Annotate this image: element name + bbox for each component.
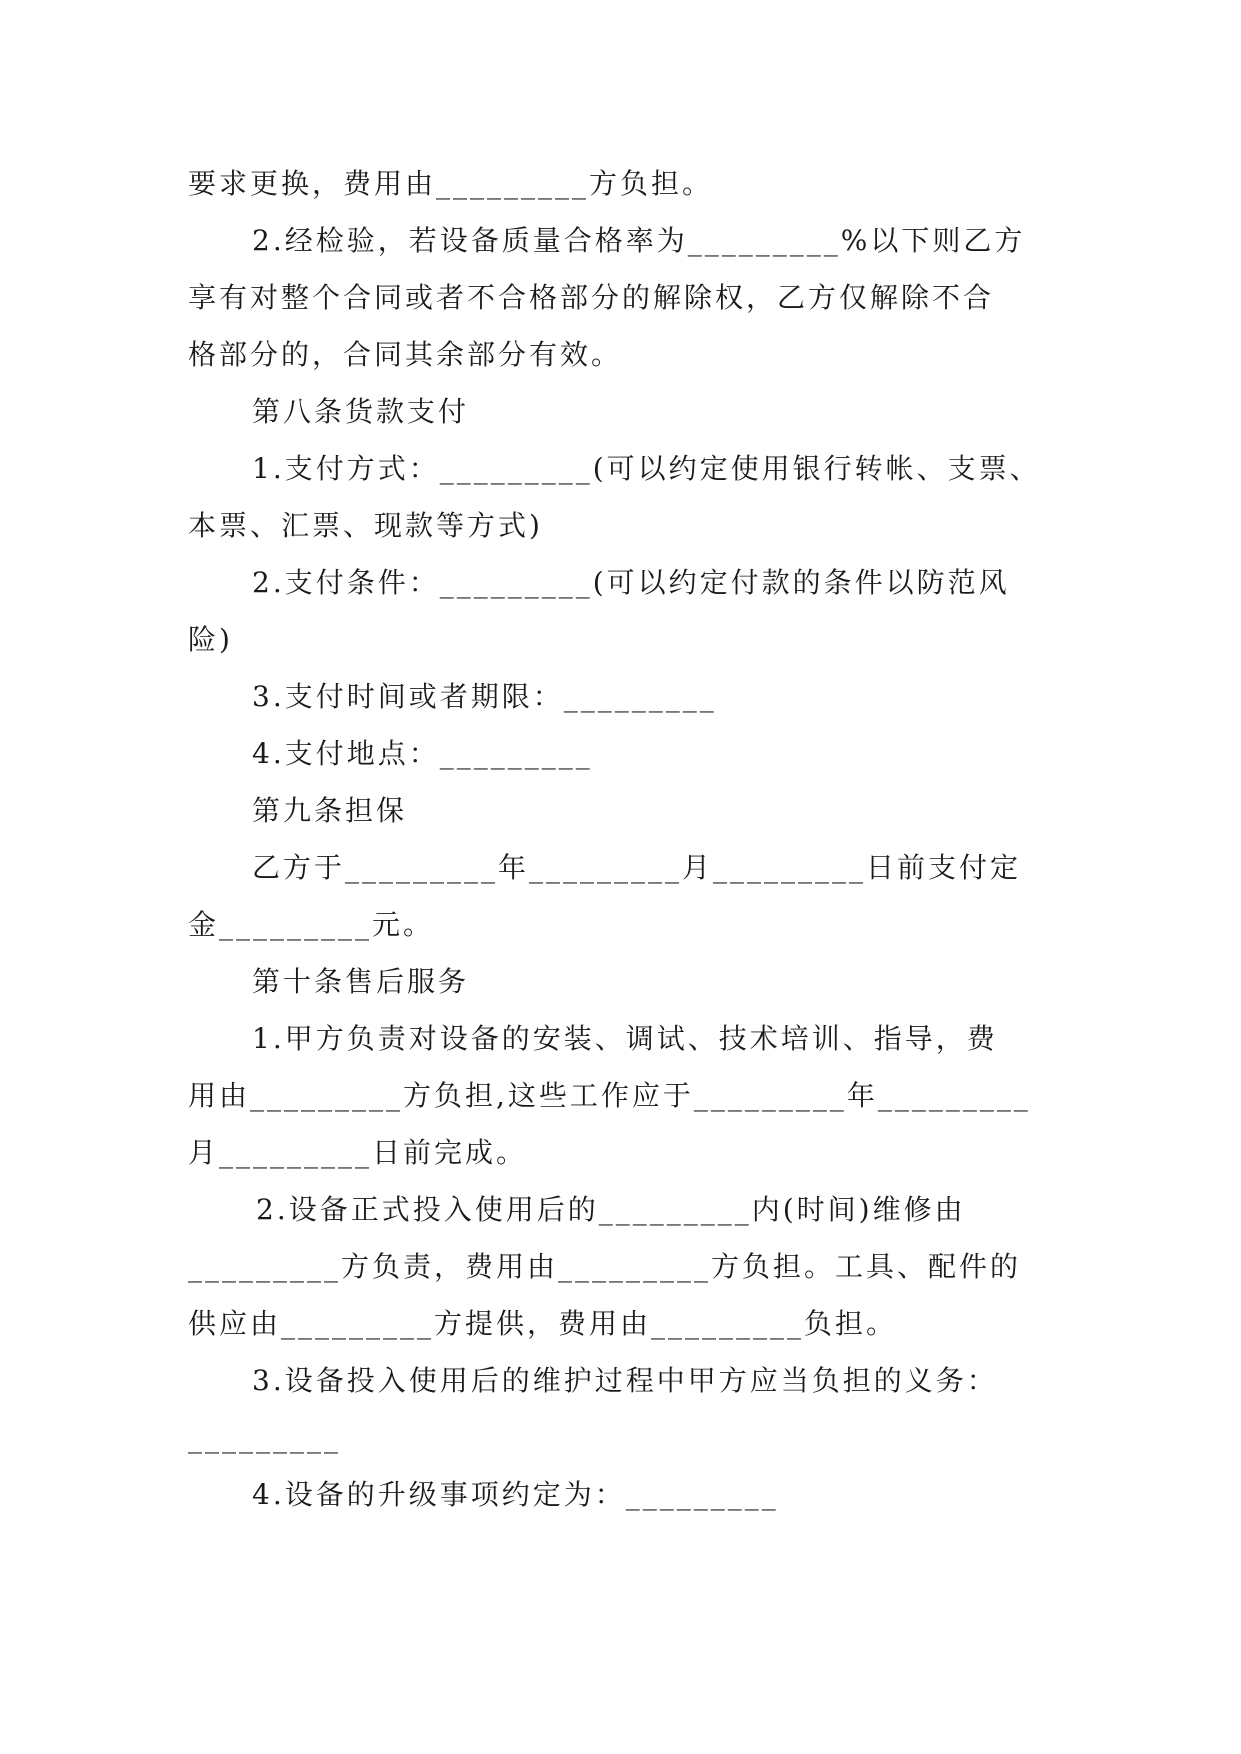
paragraph-line: 供应由_________方提供，费用由_________负担。 — [188, 1307, 898, 1340]
section-heading: 第十条售后服务 — [252, 965, 470, 998]
paragraph-line: 3.支付时间或者期限：_________ — [252, 680, 717, 713]
paragraph-line: 乙方于_________年_________月_________日前支付定 — [252, 851, 1022, 884]
paragraph-line: 要求更换，费用由_________方负担。 — [188, 167, 714, 200]
section-heading: 第八条货款支付 — [252, 395, 470, 428]
paragraph-line: 3.设备投入使用后的维护过程中甲方应当负担的义务： — [252, 1364, 998, 1397]
paragraph-line: 2.支付条件：_________(可以约定付款的条件以防范风 — [252, 566, 1010, 599]
paragraph-line: 4.支付地点：_________ — [252, 737, 593, 770]
paragraph-line: 4.设备的升级事项约定为：_________ — [252, 1478, 779, 1511]
paragraph-line: 1.支付方式：_________(可以约定使用银行转帐、支票、 — [252, 452, 1041, 485]
paragraph-line: 金_________元。 — [188, 908, 435, 941]
paragraph-line: _________ — [188, 1421, 341, 1454]
section-heading: 第九条担保 — [252, 794, 408, 827]
paragraph-line: 本票、汇票、现款等方式) — [188, 509, 543, 542]
paragraph-line: _________方负责，费用由_________方负担。工具、配件的 — [188, 1250, 1022, 1283]
paragraph-line: 1.甲方负责对设备的安装、调试、技术培训、指导，费 — [252, 1022, 998, 1055]
paragraph-line: 享有对整个合同或者不合格部分的解除权，乙方仅解除不合 — [188, 281, 995, 314]
paragraph-line: 格部分的，合同其余部分有效。 — [188, 338, 623, 371]
paragraph-line: 用由_________方负担,这些工作应于_________年_________ — [188, 1079, 1031, 1112]
paragraph-line: 2.经检验，若设备质量合格率为_________%以下则乙方 — [252, 224, 1026, 257]
paragraph-line: 月_________日前完成。 — [188, 1136, 528, 1169]
paragraph-line: 2.设备正式投入使用后的_________内(时间)维修由 — [256, 1193, 966, 1226]
paragraph-line: 险) — [188, 623, 233, 656]
